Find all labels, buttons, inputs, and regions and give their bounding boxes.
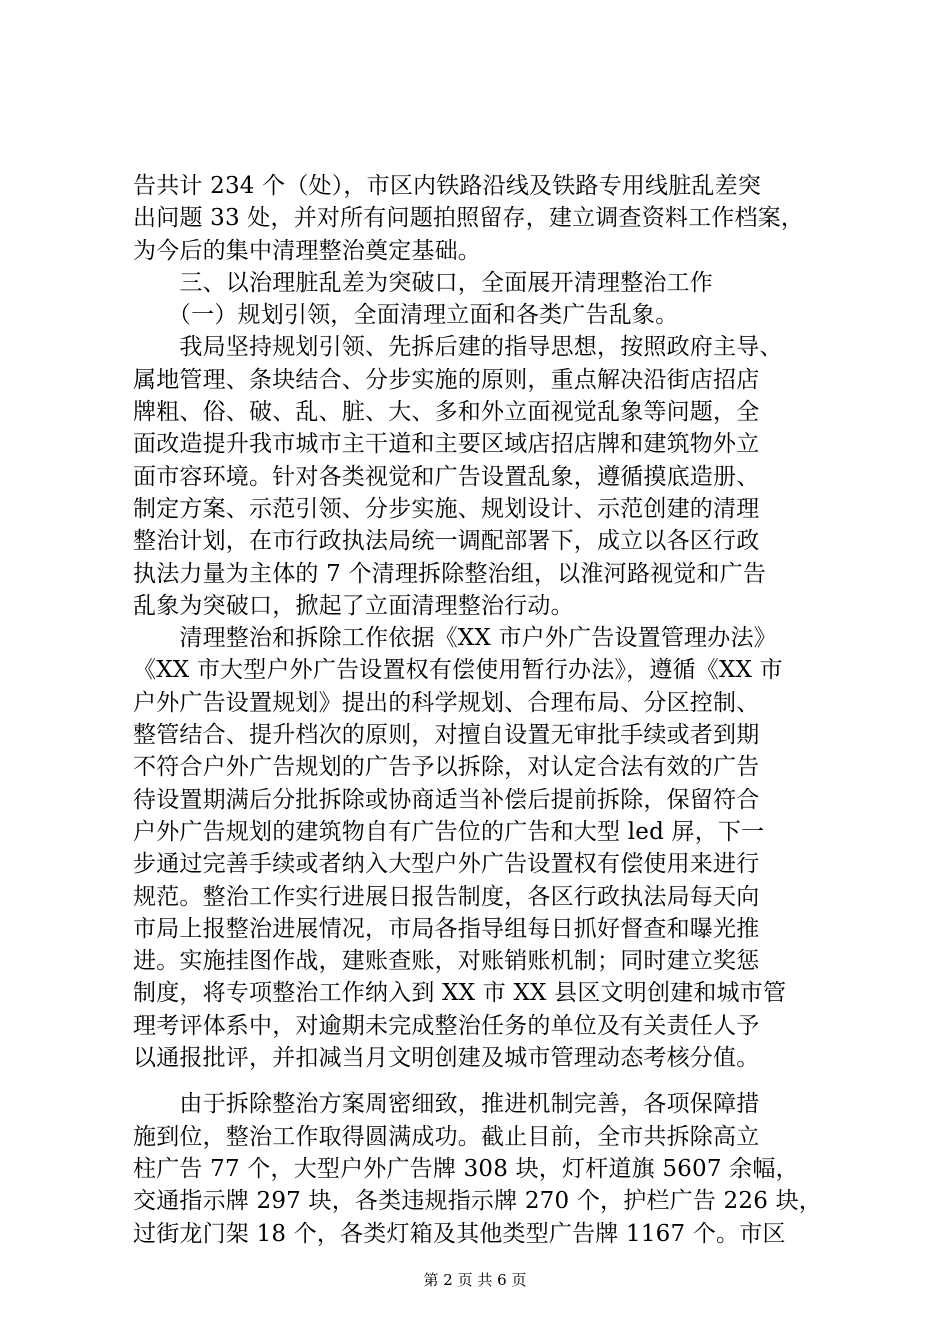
text-line: 我局坚持规划引领、先拆后建的指导思想，按照政府主导、	[133, 334, 783, 361]
paragraph-gap	[133, 1074, 853, 1088]
text-line: 过街龙门架 18 个，各类灯箱及其他类型广告牌 1167 个。市区	[133, 1220, 786, 1247]
text-line: 整管结合、提升档次的原则，对擅自设置无审批手续或者到期	[133, 722, 760, 749]
text-line: 市局上报整治进展情况，市局各指导组每日抓好督查和曝光推	[133, 915, 760, 942]
text-line: 由于拆除整治方案周密细致，推进机制完善，各项保障措	[133, 1091, 760, 1118]
text-line: 整治计划，在市行政执法局统一调配部署下，成立以各区行政	[133, 528, 760, 555]
text-line: 户外广告设置规划》提出的科学规划、合理布局、分区控制、	[133, 689, 760, 716]
text-line: 面市容环境。针对各类视觉和广告设置乱象，遵循摸底造册、	[133, 463, 760, 490]
text-line: 为今后的集中清理整治奠定基础。	[133, 237, 481, 264]
text-line: 制定方案、示范引领、分步实施、规划设计、示范创建的清理	[133, 495, 760, 522]
text-line: 步通过完善手续或者纳入大型户外广告设置权有偿使用来进行	[133, 851, 760, 878]
text-line: 待设置期满后分批拆除或协商适当补偿后提前拆除，保留符合	[133, 786, 760, 813]
text-line: 交通指示牌 297 块，各类违规指示牌 270 个，护栏广告 226 块，	[133, 1188, 822, 1215]
page-footer: 第 2 页 共 6 页	[423, 1271, 527, 1289]
text-line: 出问题 33 处，并对所有问题拍照留存，建立调查资料工作档案，	[133, 205, 805, 232]
text-line: 牌粗、俗、破、乱、脏、大、多和外立面视觉乱象等问题，全	[133, 399, 760, 426]
text-line: 告共计 234 个（处），市区内铁路沿线及铁路专用线脏乱差突	[133, 173, 762, 199]
text-line: 执法力量为主体的 7 个清理拆除整治组，以淮河路视觉和广告	[133, 560, 767, 587]
text-line: 理考评体系中，对逾期未完成整治任务的单位及有关责任人予	[133, 1012, 760, 1039]
text-line: （一）规划引领，全面清理立面和各类广告乱象。	[133, 302, 679, 329]
text-line: 以通报批评，并扣减当月文明创建及城市管理动态考核分值。	[133, 1045, 760, 1072]
text-line: 《XX 市大型户外广告设置权有偿使用暂行办法》，遵循《XX 市	[133, 657, 783, 684]
text-line: 施到位，整治工作取得圆满成功。截止目前，全市共拆除高立	[133, 1123, 760, 1150]
document-body	[133, 170, 853, 1250]
text-line: 规范。整治工作实行进展日报告制度，各区行政执法局每天向	[133, 883, 760, 910]
text-line: 乱象为突破口，掀起了立面清理整治行动。	[133, 592, 574, 619]
text-line: 户外广告规划的建筑物自有广告位的广告和大型 led 屏，下一	[133, 818, 765, 845]
text-line: 清理整治和拆除工作依据《XX 市户外广告设置管理办法》	[133, 625, 777, 652]
text-line: 不符合户外广告规划的广告予以拆除，对认定合法有效的广告	[133, 754, 760, 781]
text-block-1	[133, 170, 853, 1074]
text-line: 柱广告 77 个，大型户外广告牌 308 块，灯杆道旗 5607 余幅，	[133, 1155, 799, 1182]
text-line: 制度，将专项整治工作纳入到 XX 市 XX 县区文明创建和城市管	[133, 980, 787, 1007]
text-line: 面改造提升我市城市主干道和主要区域店招店牌和建筑物外立	[133, 431, 760, 458]
text-line: 三、以治理脏乱差为突破口，全面展开清理整治工作	[133, 269, 713, 296]
text-block-2	[133, 1088, 853, 1249]
text-line: 进。实施挂图作战，建账查账，对账销账机制；同时建立奖惩	[133, 948, 760, 975]
text-line: 属地管理、条块结合、分步实施的原则，重点解决沿街店招店	[133, 366, 760, 393]
